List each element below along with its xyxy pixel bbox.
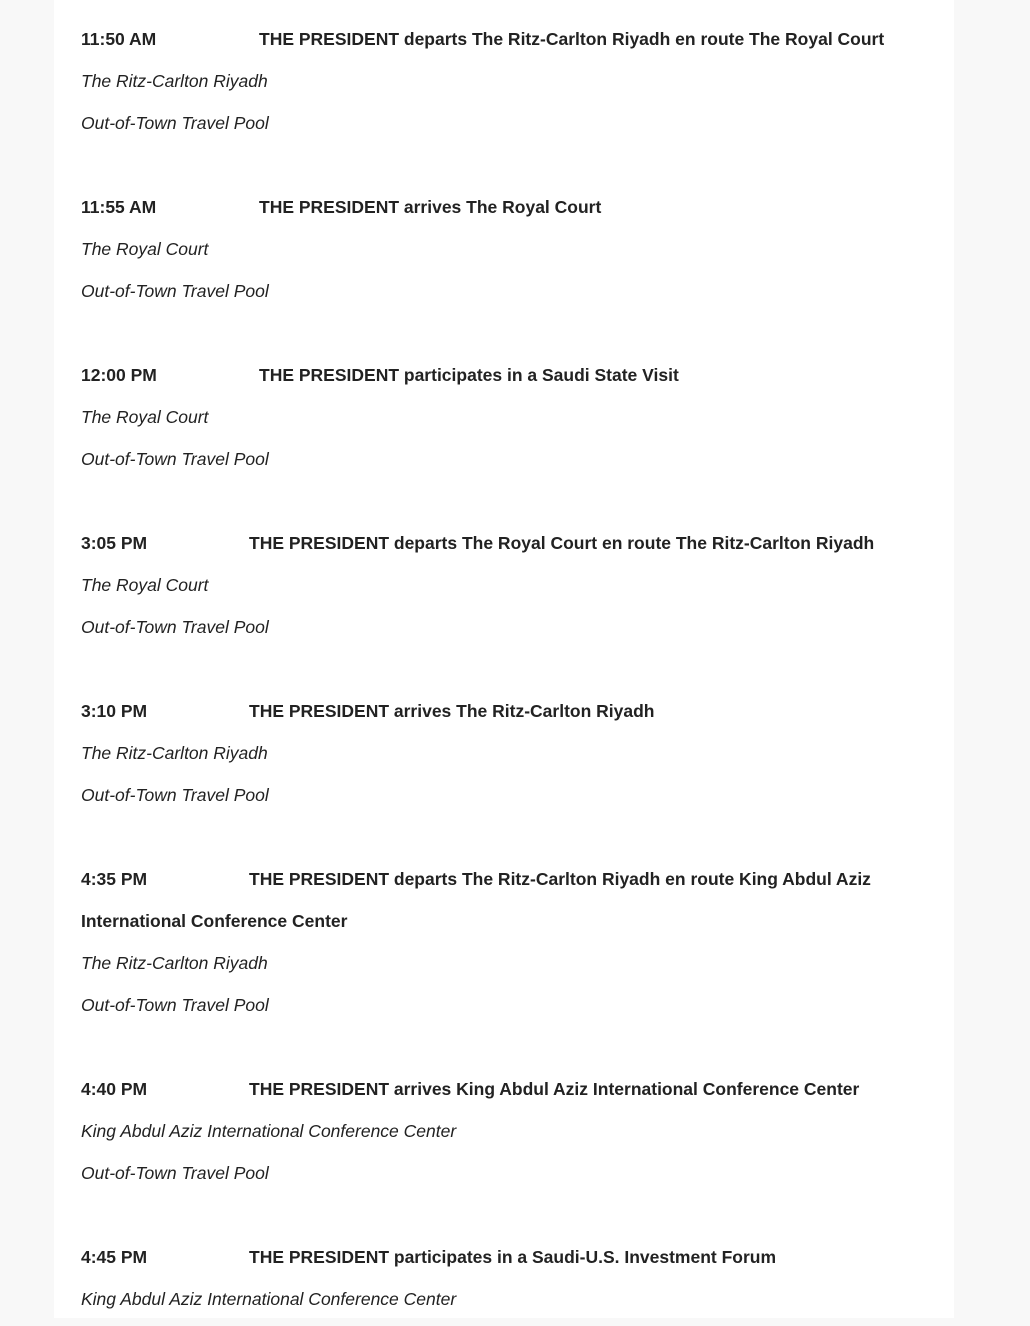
entry-time: 11:55 AM: [81, 197, 157, 217]
entry-time: 3:10 PM: [81, 701, 148, 721]
entry-event: THE PRESIDENT departs The Ritz-Carlton Riyadh en route The Royal Court: [259, 29, 885, 49]
entry-location: King Abdul Aziz International Conference Center: [81, 1289, 457, 1309]
entry-coverage: Out-of-Town Travel Pool: [81, 449, 269, 469]
entry-time: 12:00 PM: [81, 365, 157, 385]
entry-coverage: Out-of-Town Travel Pool: [81, 281, 269, 301]
entry-coverage: Out-of-Town Travel Pool: [81, 785, 269, 805]
entry-event: THE PRESIDENT departs The Ritz-Carlton Riyadh en route King Abdul Aziz: [249, 869, 871, 889]
entry-location: The Ritz-Carlton Riyadh: [81, 953, 268, 973]
entry-event: THE PRESIDENT arrives The Ritz-Carlton Riyadh: [249, 701, 655, 721]
entry-location: The Ritz-Carlton Riyadh: [81, 71, 268, 91]
schedule-entry: [81, 522, 941, 648]
entry-coverage: Out-of-Town Travel Pool: [81, 1163, 269, 1183]
entry-location: King Abdul Aziz International Conference Center: [81, 1121, 457, 1141]
entry-heading: [81, 18, 941, 60]
entry-time: 11:50 AM: [81, 29, 157, 49]
entry-heading: [81, 858, 941, 900]
schedule-entry: [81, 690, 941, 816]
entry-event: THE PRESIDENT arrives The Royal Court: [259, 197, 602, 217]
entry-time: 4:40 PM: [81, 1079, 148, 1099]
entry-location: The Royal Court: [81, 407, 209, 427]
schedule-entry: [81, 18, 941, 144]
entry-coverage: Out-of-Town Travel Pool: [81, 617, 269, 637]
entry-coverage: Out-of-Town Travel Pool: [81, 113, 269, 133]
entry-event: THE PRESIDENT arrives King Abdul Aziz International Conference Center: [249, 1079, 860, 1099]
entry-time: 4:45 PM: [81, 1247, 148, 1267]
schedule-entry: [81, 186, 941, 312]
entry-heading: [81, 354, 941, 396]
schedule-entry: [81, 354, 941, 480]
entry-time: 3:05 PM: [81, 533, 148, 553]
entry-location: The Ritz-Carlton Riyadh: [81, 743, 268, 763]
entry-event: THE PRESIDENT participates in a Saudi State Visit: [259, 365, 679, 385]
entry-heading: [81, 690, 941, 732]
entry-heading: [81, 1236, 941, 1278]
entry-location: The Royal Court: [81, 239, 209, 259]
schedule-entry: [81, 858, 941, 1026]
entry-time: 4:35 PM: [81, 869, 148, 889]
schedule-page: [54, 0, 954, 1318]
entry-event: THE PRESIDENT departs The Royal Court en route The Ritz-Carlton Riyadh: [249, 533, 875, 553]
entry-heading: [81, 1068, 941, 1110]
entry-coverage: Out-of-Town Travel Pool: [81, 995, 269, 1015]
entry-event-continued: International Conference Center: [81, 911, 348, 931]
entry-event: THE PRESIDENT participates in a Saudi-U.S. Investment Forum: [249, 1247, 777, 1267]
schedule-entry: [81, 1068, 941, 1194]
entry-heading: [81, 186, 941, 228]
schedule-entry: [81, 1236, 941, 1318]
entry-heading: [81, 522, 941, 564]
entry-location: The Royal Court: [81, 575, 209, 595]
